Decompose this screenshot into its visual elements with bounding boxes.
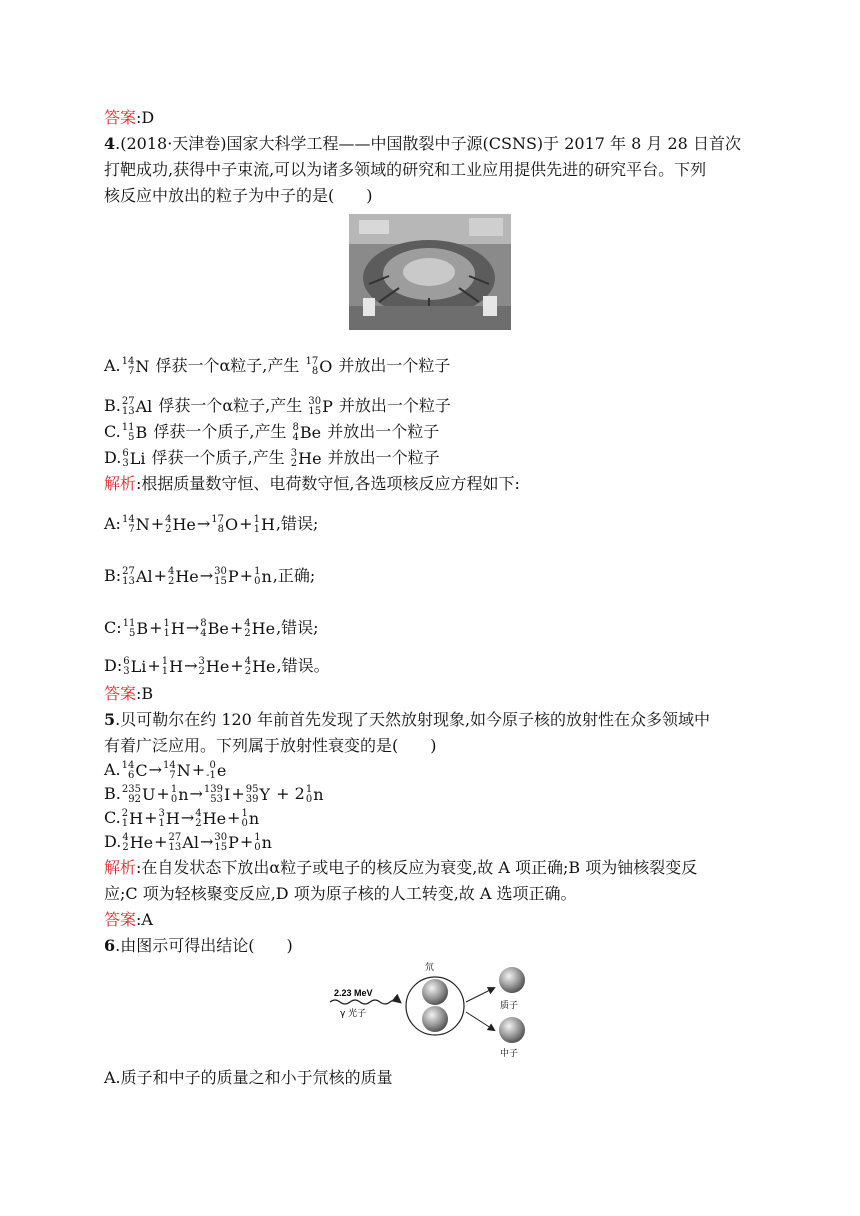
arrow-to-proton [466, 988, 494, 1002]
deuteron-photodisintegration-diagram [328, 958, 538, 1060]
proton-ball [499, 967, 525, 993]
q4-stem-line-2: 打靶成功,获得中子束流,可以为诸多领域的研究和工业应用提供先进的研究平台。下列 [104, 160, 707, 179]
answer-label: 答案 [104, 684, 137, 703]
answer-label: 答案 [104, 910, 137, 929]
q4-equation-a: A: 14 7 N + 4 2 He → 17 8 O + 1 1 H ,错误; [104, 513, 319, 535]
q5-option-b: B. 235 92 U + 1 0 n → 139 53 I + 95 39 Y + 2 1 0 n [104, 783, 324, 805]
proton-label: 质子 [500, 1001, 519, 1011]
q4-stem-line-3: 核反应中放出的粒子为中子的是( ) [104, 186, 373, 205]
q4-equation-d: D: 6 3 Li + 1 1 H → 3 2 He + 4 2 He ,错误。 [104, 655, 330, 677]
deuteron-neutron-ball [422, 1006, 448, 1032]
q4-equation-b: B: 27 13 Al + 4 2 He → 30 15 P + 1 0 n ,正确; [104, 565, 316, 587]
q4-answer [104, 684, 153, 704]
q4-stem-line-1: 4.(2018·天津卷)国家大科学工程——中国散裂中子源(CSNS)于 2017 年 8 月 28 日首次 [104, 134, 741, 153]
csns-facility-photo [349, 214, 511, 330]
q4-option-a: A. 14 7 N 俘获一个α粒子,产生 17 8 O 并放出一个粒子 [104, 355, 451, 377]
q4-equation-c: C: 11 5 B + 1 1 H → 8 4 Be + 4 2 He ,错误; [104, 617, 319, 639]
answer-value: :B [136, 684, 154, 703]
q5-option-c: C. 2 1 H + 3 1 H → 4 2 He + 1 0 n [104, 807, 260, 829]
analysis-label: 解析 [104, 474, 137, 493]
q5-analysis-line-1: 解析:在自发状态下放出α粒子或电子的核反应为衰变,故 A 项正确;B 项为铀核裂变反 [104, 858, 698, 877]
q5-analysis-line-2: 应;C 项为轻核聚变反应,D 项为原子核的人工转变,故 A 选项正确。 [104, 884, 577, 903]
q6-option-a: A.质子和中子的质量之和小于氘核的质量 [104, 1068, 393, 1087]
q5-option-d: D. 4 2 He + 27 13 Al → 30 15 P + 1 0 n [104, 831, 272, 853]
q5-answer [104, 910, 153, 930]
q4-option-b: B. 27 13 Al 俘获一个α粒子,产生 30 15 P 并放出一个粒子 [104, 395, 451, 417]
q4-option-d: D. 6 3 Li 俘获一个质子,产生 3 2 He 并放出一个粒子 [104, 447, 440, 469]
answer-label: 答案 [104, 108, 137, 127]
q4-option-c: C. 11 5 B 俘获一个质子,产生 8 4 Be 并放出一个粒子 [104, 421, 440, 443]
energy-label: 2.23 MeV [334, 988, 373, 998]
q3-answer [104, 108, 154, 128]
photon-label: γ 光子 [340, 1009, 367, 1019]
nucleus-label: 氘 [425, 963, 435, 973]
question-number: 5 [104, 710, 116, 729]
q6-stem: 6.由图示可得出结论( ) [104, 936, 293, 955]
answer-value: :D [136, 108, 155, 127]
analysis-label: 解析 [104, 858, 137, 877]
q5-option-a: A. 14 6 C → 14 7 N + 0 -1 e [104, 759, 227, 781]
q5-stem-line-1: 5.贝可勒尔在约 120 年前首先发现了天然放射现象,如今原子核的放射性在众多领域中 [104, 710, 711, 729]
deuteron-proton-ball [422, 979, 448, 1005]
neutron-ball [499, 1017, 525, 1043]
question-number: 4 [104, 134, 116, 153]
arrow-to-neutron [466, 1012, 494, 1030]
wavy-arrow [330, 1000, 400, 1004]
question-number: 6 [104, 936, 116, 955]
q4-analysis: 解析:根据质量数守恒、电荷数守恒,各选项核反应方程如下: [104, 474, 520, 493]
q5-stem-line-2: 有着广泛应用。下列属于放射性衰变的是( ) [104, 736, 437, 755]
neutron-label: 中子 [500, 1049, 519, 1059]
answer-value: :A [136, 910, 153, 929]
